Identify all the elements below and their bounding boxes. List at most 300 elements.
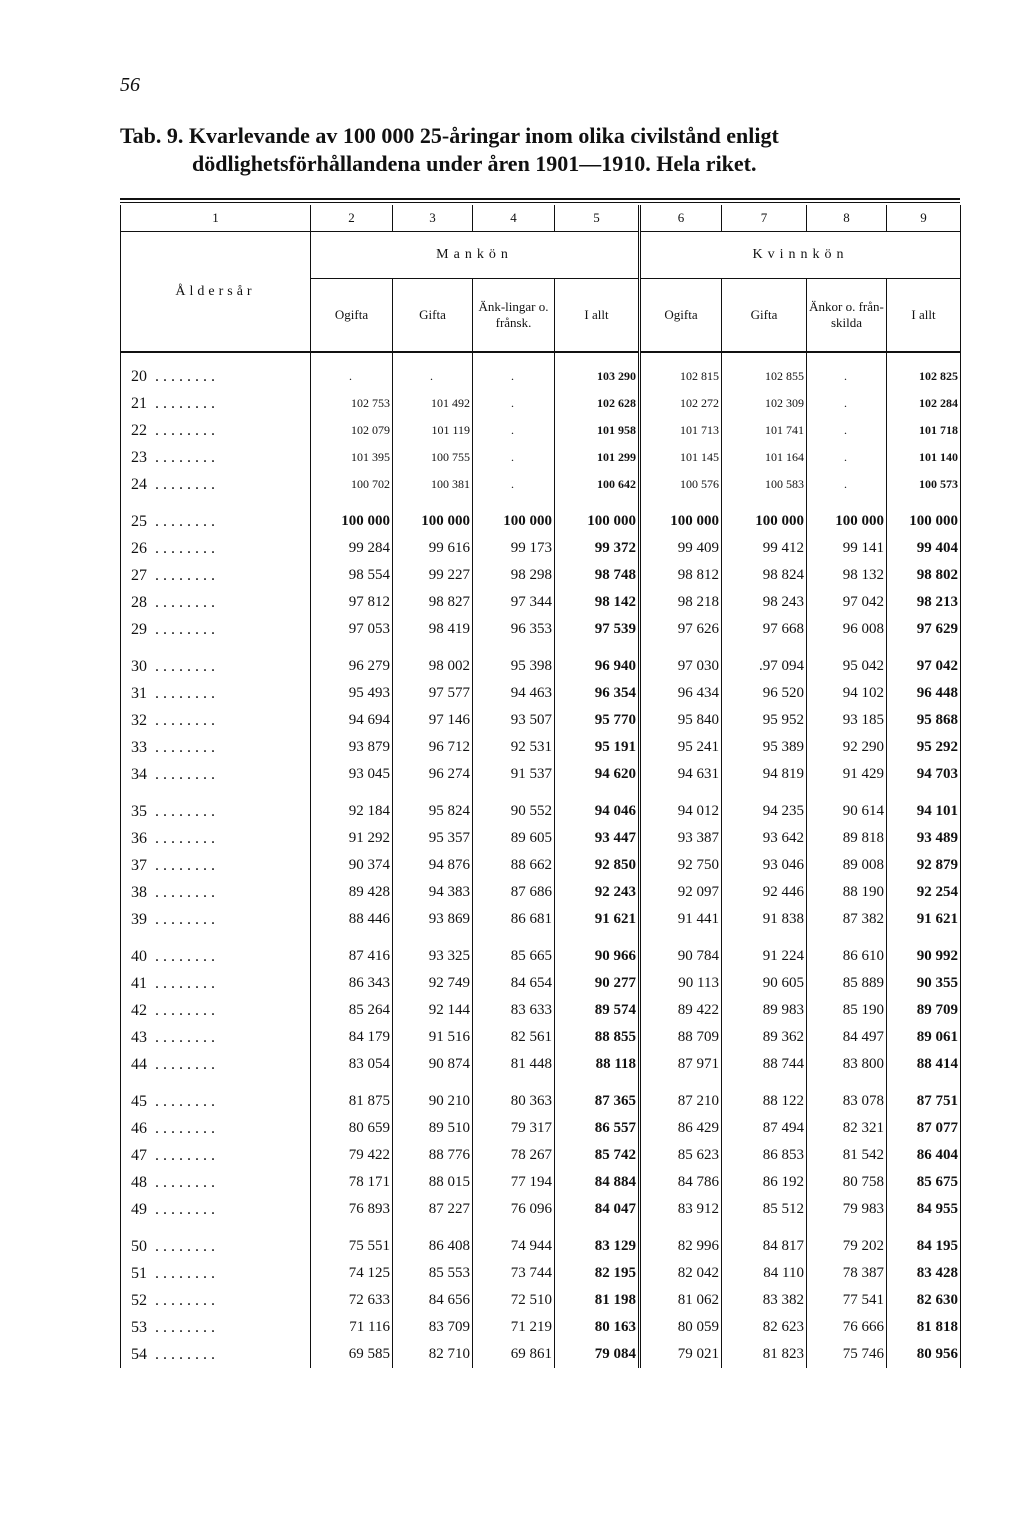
value-cell: 100 000	[807, 508, 887, 535]
value-cell: 100 702	[311, 471, 393, 498]
leader-dots: ........	[147, 910, 219, 928]
value-cell: 102 753	[311, 390, 393, 417]
value-cell: 101 741	[722, 417, 807, 444]
value-cell: 88 414	[887, 1051, 961, 1078]
age-value: 45	[131, 1092, 147, 1110]
value-cell: 82 630	[887, 1287, 961, 1314]
value-cell: 85 264	[311, 997, 393, 1024]
value-cell: 94 694	[311, 707, 393, 734]
value-cell: 88 744	[722, 1051, 807, 1078]
value-cell: 101 145	[640, 444, 722, 471]
value-cell: 83 054	[311, 1051, 393, 1078]
value-cell: 89 362	[722, 1024, 807, 1051]
value-cell: .	[473, 390, 555, 417]
leader-dots: ........	[147, 1092, 219, 1110]
value-cell: 90 605	[722, 970, 807, 997]
age-value: 37	[131, 856, 147, 874]
value-cell: 90 355	[887, 970, 961, 997]
colnum: 1	[121, 205, 311, 232]
value-cell: 90 874	[393, 1051, 473, 1078]
value-cell: .	[473, 417, 555, 444]
table-row	[121, 1051, 961, 1078]
men-anklingar-header: Änk-lingar o. frånsk.	[473, 279, 555, 353]
value-cell: 86 681	[473, 906, 555, 933]
leader-dots: ........	[147, 1291, 219, 1309]
colnum: 7	[722, 205, 807, 232]
value-cell: .	[393, 363, 473, 390]
age-cell	[121, 1088, 311, 1115]
table-row	[121, 734, 961, 761]
leader-dots: ........	[147, 620, 219, 638]
colnum: 5	[555, 205, 640, 232]
value-cell: 83 078	[807, 1088, 887, 1115]
value-cell: 102 079	[311, 417, 393, 444]
value-cell: 79 317	[473, 1115, 555, 1142]
value-cell: 100 381	[393, 471, 473, 498]
age-value: 33	[131, 738, 147, 756]
value-cell: 78 171	[311, 1169, 393, 1196]
value-cell: 103 290	[555, 363, 640, 390]
value-cell: 90 614	[807, 798, 887, 825]
table-row	[121, 471, 961, 498]
group-spacer	[121, 788, 961, 798]
leader-dots: ........	[147, 856, 219, 874]
age-cell	[121, 1287, 311, 1314]
women-ogifta-header: Ogifta	[640, 279, 722, 353]
age-value: 43	[131, 1028, 147, 1046]
age-value: 51	[131, 1264, 147, 1282]
value-cell: 99 141	[807, 535, 887, 562]
leader-dots: ........	[147, 829, 219, 847]
value-cell: 100 755	[393, 444, 473, 471]
value-cell: 92 850	[555, 852, 640, 879]
group-spacer	[121, 1223, 961, 1233]
value-cell: 96 008	[807, 616, 887, 643]
value-cell: 95 191	[555, 734, 640, 761]
value-cell: 93 045	[311, 761, 393, 788]
value-cell: 100 000	[722, 508, 807, 535]
value-cell: 84 179	[311, 1024, 393, 1051]
age-header: Åldersår	[121, 232, 311, 353]
age-value: 25	[131, 512, 147, 530]
age-value: 30	[131, 657, 147, 675]
age-cell	[121, 1024, 311, 1051]
age-value: 36	[131, 829, 147, 847]
value-cell: 92 879	[887, 852, 961, 879]
value-cell: 81 198	[555, 1287, 640, 1314]
value-cell: 88 118	[555, 1051, 640, 1078]
leader-dots: ........	[147, 593, 219, 611]
title-line-1: Tab. 9. Kvarlevande av 100 000 25-åringar inom olika civilstånd enligt	[120, 123, 779, 148]
table-row	[121, 1233, 961, 1260]
value-cell: 86 610	[807, 943, 887, 970]
value-cell: 96 448	[887, 680, 961, 707]
value-cell: 80 059	[640, 1314, 722, 1341]
value-cell: 83 633	[473, 997, 555, 1024]
age-value: 35	[131, 802, 147, 820]
table-row	[121, 970, 961, 997]
value-cell: 100 000	[887, 508, 961, 535]
value-cell: 99 284	[311, 535, 393, 562]
value-cell: 92 254	[887, 879, 961, 906]
value-cell: 91 429	[807, 761, 887, 788]
group-spacer	[121, 498, 961, 508]
age-cell	[121, 734, 311, 761]
value-cell: 79 983	[807, 1196, 887, 1223]
leader-dots: ........	[147, 448, 219, 466]
value-cell: 97 344	[473, 589, 555, 616]
value-cell: 91 838	[722, 906, 807, 933]
value-cell: .	[473, 363, 555, 390]
value-cell: 95 389	[722, 734, 807, 761]
value-cell: 87 494	[722, 1115, 807, 1142]
table-row	[121, 1196, 961, 1223]
value-cell: 85 512	[722, 1196, 807, 1223]
value-cell: 95 292	[887, 734, 961, 761]
value-cell: 95 840	[640, 707, 722, 734]
value-cell: 98 218	[640, 589, 722, 616]
value-cell: 92 097	[640, 879, 722, 906]
value-cell: 72 510	[473, 1287, 555, 1314]
value-cell: 91 537	[473, 761, 555, 788]
leader-dots: ........	[147, 1146, 219, 1164]
value-cell: 97 668	[722, 616, 807, 643]
column-number-row	[121, 205, 961, 232]
table-row	[121, 535, 961, 562]
table-row	[121, 589, 961, 616]
group-spacer	[121, 1078, 961, 1088]
value-cell: .	[807, 390, 887, 417]
leader-dots: ........	[147, 367, 219, 385]
value-cell: 96 274	[393, 761, 473, 788]
value-cell: 98 142	[555, 589, 640, 616]
value-cell: 90 374	[311, 852, 393, 879]
value-cell: 79 084	[555, 1341, 640, 1368]
leader-dots: ........	[147, 421, 219, 439]
value-cell: 101 395	[311, 444, 393, 471]
value-cell: 95 042	[807, 653, 887, 680]
value-cell: 93 447	[555, 825, 640, 852]
value-cell: 96 520	[722, 680, 807, 707]
value-cell: 97 629	[887, 616, 961, 643]
value-cell: 96 353	[473, 616, 555, 643]
value-cell: 82 042	[640, 1260, 722, 1287]
leader-dots: ........	[147, 1001, 219, 1019]
value-cell: 94 102	[807, 680, 887, 707]
value-cell: 101 164	[722, 444, 807, 471]
value-cell: 102 272	[640, 390, 722, 417]
value-cell: 85 190	[807, 997, 887, 1024]
table-title	[120, 122, 970, 178]
age-cell	[121, 653, 311, 680]
age-value: 21	[131, 394, 147, 412]
value-cell: 94 703	[887, 761, 961, 788]
leader-dots: ........	[147, 1028, 219, 1046]
age-cell	[121, 1115, 311, 1142]
value-cell: 77 541	[807, 1287, 887, 1314]
value-cell: 98 243	[722, 589, 807, 616]
table-row	[121, 417, 961, 444]
value-cell: 75 746	[807, 1341, 887, 1368]
value-cell: 99 227	[393, 562, 473, 589]
value-cell: 89 422	[640, 997, 722, 1024]
value-cell: 78 387	[807, 1260, 887, 1287]
age-cell	[121, 444, 311, 471]
value-cell: 98 827	[393, 589, 473, 616]
age-value: 49	[131, 1200, 147, 1218]
leader-dots: ........	[147, 711, 219, 729]
leader-dots: ........	[147, 1200, 219, 1218]
value-cell: 80 363	[473, 1088, 555, 1115]
leader-dots: ........	[147, 1055, 219, 1073]
value-cell: 85 665	[473, 943, 555, 970]
colnum: 2	[311, 205, 393, 232]
value-cell: 89 574	[555, 997, 640, 1024]
value-cell: .	[807, 417, 887, 444]
age-cell	[121, 761, 311, 788]
age-cell	[121, 1341, 311, 1368]
value-cell: 84 817	[722, 1233, 807, 1260]
age-value: 44	[131, 1055, 147, 1073]
value-cell: 98 554	[311, 562, 393, 589]
colnum: 9	[887, 205, 961, 232]
age-cell	[121, 879, 311, 906]
value-cell: 91 441	[640, 906, 722, 933]
value-cell: 76 096	[473, 1196, 555, 1223]
value-cell: 94 876	[393, 852, 473, 879]
table-row	[121, 1142, 961, 1169]
group-spacer	[121, 643, 961, 653]
value-cell: 88 709	[640, 1024, 722, 1051]
value-cell: 76 893	[311, 1196, 393, 1223]
value-cell: 81 818	[887, 1314, 961, 1341]
value-cell: 92 749	[393, 970, 473, 997]
colnum: 8	[807, 205, 887, 232]
value-cell: 100 576	[640, 471, 722, 498]
value-cell: 92 184	[311, 798, 393, 825]
age-cell	[121, 970, 311, 997]
value-cell: 95 824	[393, 798, 473, 825]
value-cell: 88 662	[473, 852, 555, 879]
value-cell: 102 855	[722, 363, 807, 390]
value-cell: 98 748	[555, 562, 640, 589]
age-cell	[121, 1314, 311, 1341]
age-cell	[121, 1260, 311, 1287]
value-cell: 74 944	[473, 1233, 555, 1260]
value-cell: 80 163	[555, 1314, 640, 1341]
age-value: 29	[131, 620, 147, 638]
leader-dots: ........	[147, 1318, 219, 1336]
value-cell: 89 008	[807, 852, 887, 879]
value-cell: .	[807, 471, 887, 498]
value-cell: 102 628	[555, 390, 640, 417]
table-row	[121, 1024, 961, 1051]
value-cell: 84 047	[555, 1196, 640, 1223]
value-cell: 97 030	[640, 653, 722, 680]
value-cell: 88 776	[393, 1142, 473, 1169]
value-cell: 94 012	[640, 798, 722, 825]
value-cell: 95 357	[393, 825, 473, 852]
value-cell: 94 046	[555, 798, 640, 825]
value-cell: 77 194	[473, 1169, 555, 1196]
table-row	[121, 798, 961, 825]
value-cell: 91 224	[722, 943, 807, 970]
leader-dots: ........	[147, 947, 219, 965]
value-cell: 94 631	[640, 761, 722, 788]
leader-dots: ........	[147, 738, 219, 756]
value-cell: 93 507	[473, 707, 555, 734]
value-cell: 85 742	[555, 1142, 640, 1169]
leader-dots: ........	[147, 883, 219, 901]
value-cell: 94 101	[887, 798, 961, 825]
value-cell: 80 758	[807, 1169, 887, 1196]
value-cell: 87 686	[473, 879, 555, 906]
value-cell: 75 551	[311, 1233, 393, 1260]
value-cell: 90 966	[555, 943, 640, 970]
value-cell: 96 712	[393, 734, 473, 761]
value-cell: 92 750	[640, 852, 722, 879]
value-cell: 84 884	[555, 1169, 640, 1196]
value-cell: 95 493	[311, 680, 393, 707]
table-row	[121, 390, 961, 417]
age-value: 40	[131, 947, 147, 965]
value-cell: 101 140	[887, 444, 961, 471]
value-cell: 95 241	[640, 734, 722, 761]
value-cell: 88 855	[555, 1024, 640, 1051]
top-rule-thin	[120, 202, 960, 203]
value-cell: 91 292	[311, 825, 393, 852]
value-cell: 82 321	[807, 1115, 887, 1142]
leader-dots: ........	[147, 1119, 219, 1137]
value-cell: 80 956	[887, 1341, 961, 1368]
value-cell: 102 309	[722, 390, 807, 417]
leader-dots: ........	[147, 1173, 219, 1191]
value-cell: 84 654	[473, 970, 555, 997]
value-cell: 92 446	[722, 879, 807, 906]
leader-dots: ........	[147, 657, 219, 675]
value-cell: 90 552	[473, 798, 555, 825]
age-value: 39	[131, 910, 147, 928]
value-cell: 91 516	[393, 1024, 473, 1051]
value-cell: 98 824	[722, 562, 807, 589]
value-cell: 86 404	[887, 1142, 961, 1169]
table-row	[121, 562, 961, 589]
value-cell: 83 800	[807, 1051, 887, 1078]
colnum: 3	[393, 205, 473, 232]
value-cell: 69 585	[311, 1341, 393, 1368]
value-cell: 97 146	[393, 707, 473, 734]
value-cell: 91 621	[555, 906, 640, 933]
age-value: 34	[131, 765, 147, 783]
leader-dots: ........	[147, 765, 219, 783]
leader-dots: ........	[147, 566, 219, 584]
value-cell: 100 000	[555, 508, 640, 535]
leader-dots: ........	[147, 512, 219, 530]
value-cell: 96 434	[640, 680, 722, 707]
value-cell: 100 573	[887, 471, 961, 498]
value-cell: 98 213	[887, 589, 961, 616]
age-cell	[121, 1142, 311, 1169]
value-cell: .	[473, 444, 555, 471]
value-cell: 96 354	[555, 680, 640, 707]
value-cell: 98 002	[393, 653, 473, 680]
age-cell	[121, 1169, 311, 1196]
age-value: 26	[131, 539, 147, 557]
value-cell: 82 996	[640, 1233, 722, 1260]
women-total-header: I allt	[887, 279, 961, 353]
value-cell: 87 077	[887, 1115, 961, 1142]
value-cell: 74 125	[311, 1260, 393, 1287]
age-value: 42	[131, 1001, 147, 1019]
age-cell	[121, 535, 311, 562]
age-value: 47	[131, 1146, 147, 1164]
women-header: Kvinnkön	[640, 232, 961, 279]
table-row	[121, 616, 961, 643]
age-cell	[121, 906, 311, 933]
age-value: 22	[131, 421, 147, 439]
value-cell: 90 277	[555, 970, 640, 997]
value-cell: 98 812	[640, 562, 722, 589]
table-row	[121, 444, 961, 471]
value-cell: 101 492	[393, 390, 473, 417]
value-cell: 99 404	[887, 535, 961, 562]
colnum: 4	[473, 205, 555, 232]
value-cell: 100 642	[555, 471, 640, 498]
value-cell: 94 819	[722, 761, 807, 788]
women-ankor-header: Änkor o. från-skilda	[807, 279, 887, 353]
value-cell: 83 382	[722, 1287, 807, 1314]
value-cell: 94 383	[393, 879, 473, 906]
table-row	[121, 1341, 961, 1368]
value-cell: 80 659	[311, 1115, 393, 1142]
value-cell: 71 116	[311, 1314, 393, 1341]
men-header: Mankön	[311, 232, 640, 279]
women-gifta-header: Gifta	[722, 279, 807, 353]
value-cell: 90 113	[640, 970, 722, 997]
value-cell: 88 122	[722, 1088, 807, 1115]
value-cell: 88 190	[807, 879, 887, 906]
table-row	[121, 852, 961, 879]
value-cell: 85 623	[640, 1142, 722, 1169]
leader-dots: ........	[147, 394, 219, 412]
value-cell: .	[311, 363, 393, 390]
table-row	[121, 1115, 961, 1142]
value-cell: 84 955	[887, 1196, 961, 1223]
top-rule	[120, 198, 960, 200]
value-cell: 81 823	[722, 1341, 807, 1368]
value-cell: .97 094	[722, 653, 807, 680]
value-cell: 89 709	[887, 997, 961, 1024]
value-cell: 81 062	[640, 1287, 722, 1314]
value-cell: 87 227	[393, 1196, 473, 1223]
value-cell: 100 000	[640, 508, 722, 535]
value-cell: 97 812	[311, 589, 393, 616]
value-cell: 99 616	[393, 535, 473, 562]
page-number: 56	[120, 74, 140, 96]
value-cell: 83 428	[887, 1260, 961, 1287]
value-cell: 85 675	[887, 1169, 961, 1196]
value-cell: 85 889	[807, 970, 887, 997]
value-cell: 93 879	[311, 734, 393, 761]
table-row	[121, 680, 961, 707]
value-cell: 87 971	[640, 1051, 722, 1078]
value-cell: 92 243	[555, 879, 640, 906]
value-cell: 86 429	[640, 1115, 722, 1142]
age-value: 54	[131, 1345, 147, 1363]
value-cell: 94 463	[473, 680, 555, 707]
value-cell: 94 620	[555, 761, 640, 788]
table-row	[121, 363, 961, 390]
